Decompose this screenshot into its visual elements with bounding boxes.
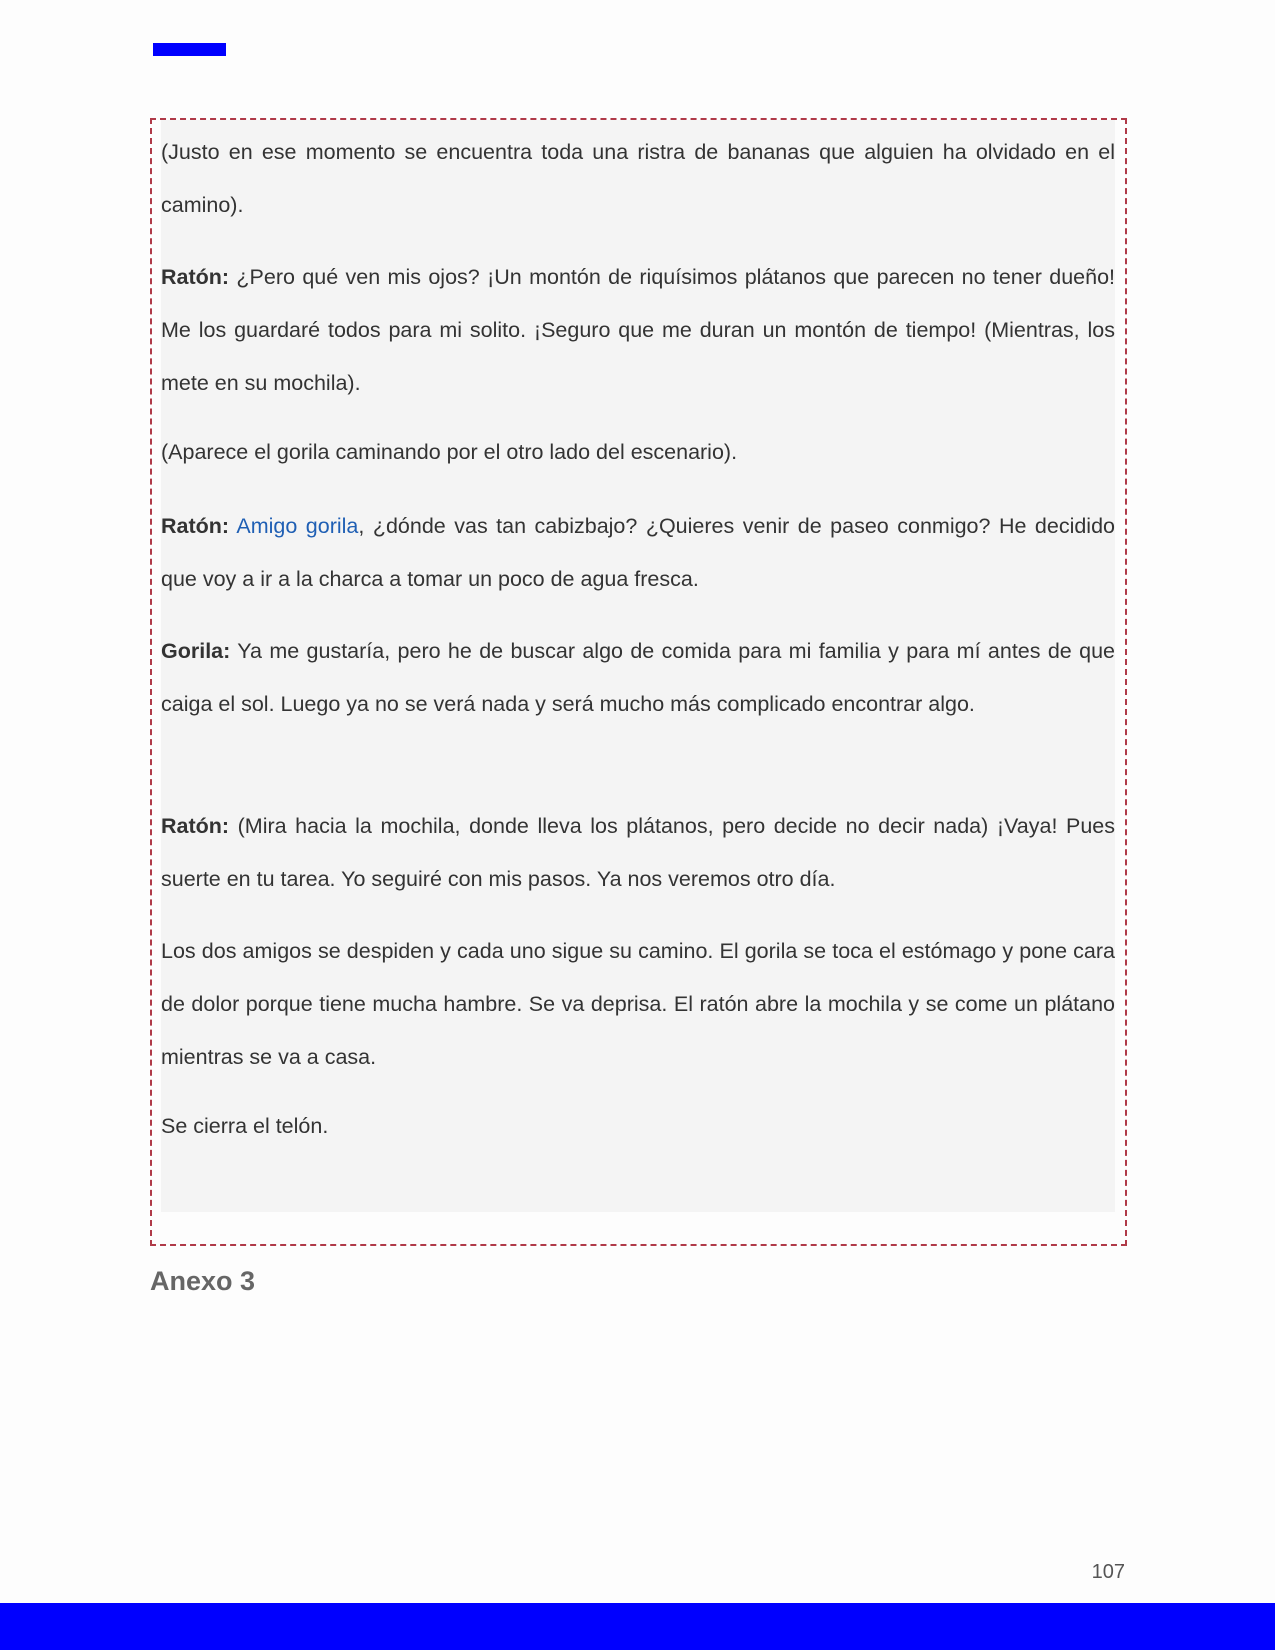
- dialogue-line: [161, 625, 1115, 731]
- dialogue-text: , ¿dónde vas tan cabizbajo? ¿Quieres venir de paseo conmigo? He decidido que voy a ir a la charca a tomar un poco de agua fresca.: [161, 514, 1115, 591]
- dialogue-content: [161, 120, 1115, 1212]
- amigo-gorila-link[interactable]: Amigo gorila: [236, 514, 359, 538]
- paragraph-text: Se cierra el telón.: [161, 1114, 329, 1138]
- footer-bar: [0, 1603, 1275, 1650]
- dialogue-line: [161, 251, 1115, 410]
- paragraph-text: (Justo en ese momento se encuentra toda una ristra de bananas que alguien ha olvidado en el camino).: [161, 140, 1115, 217]
- dialogue-text: (Mira hacia la mochila, donde lleva los plátanos, pero decide no decir nada) ¡Vaya! Pues suerte en tu tarea. Yo seguiré con mis pasos. Ya nos veremos otro día.: [161, 814, 1115, 891]
- paragraph-text: Los dos amigos se despiden y cada uno sigue su camino. El gorila se toca el estómago y pone cara de dolor porque tiene mucha hambre. Se va deprisa. El ratón abre la mochila y se come un plátano mientras se va a casa.: [161, 939, 1115, 1069]
- page-number: 107: [1091, 1561, 1125, 1583]
- speaker-name: Gorila:: [161, 639, 231, 663]
- closing-paragraph: [161, 1100, 1115, 1153]
- speaker-name: Ratón:: [161, 814, 230, 838]
- dialogue-text: ¿Pero qué ven mis ojos? ¡Un montón de riquísimos plátanos que parecen no tener dueño! Me los guardaré todos para mi solito. ¡Seguro que me duran un montón de tiempo! (Mientras, los mete en su mochila).: [161, 265, 1115, 395]
- speaker-name: Ratón:: [161, 265, 230, 289]
- dialogue-box: [150, 118, 1127, 1246]
- narration-paragraph: [161, 925, 1115, 1084]
- dialogue-line: [161, 500, 1115, 606]
- header-accent-bar: [153, 43, 226, 56]
- dialogue-line: [161, 800, 1115, 906]
- stage-direction-paragraph: [161, 426, 1115, 479]
- dialogue-text: Ya me gustaría, pero he de buscar algo de comida para mi familia y para mí antes de que caiga el sol. Luego ya no se verá nada y será mucho más complicado encontrar algo.: [161, 639, 1115, 716]
- annex-heading: Anexo 3: [150, 1266, 256, 1296]
- stage-direction-paragraph: [161, 126, 1115, 232]
- speaker-name: Ratón:: [161, 514, 230, 538]
- paragraph-text: (Aparece el gorila caminando por el otro lado del escenario).: [161, 440, 738, 464]
